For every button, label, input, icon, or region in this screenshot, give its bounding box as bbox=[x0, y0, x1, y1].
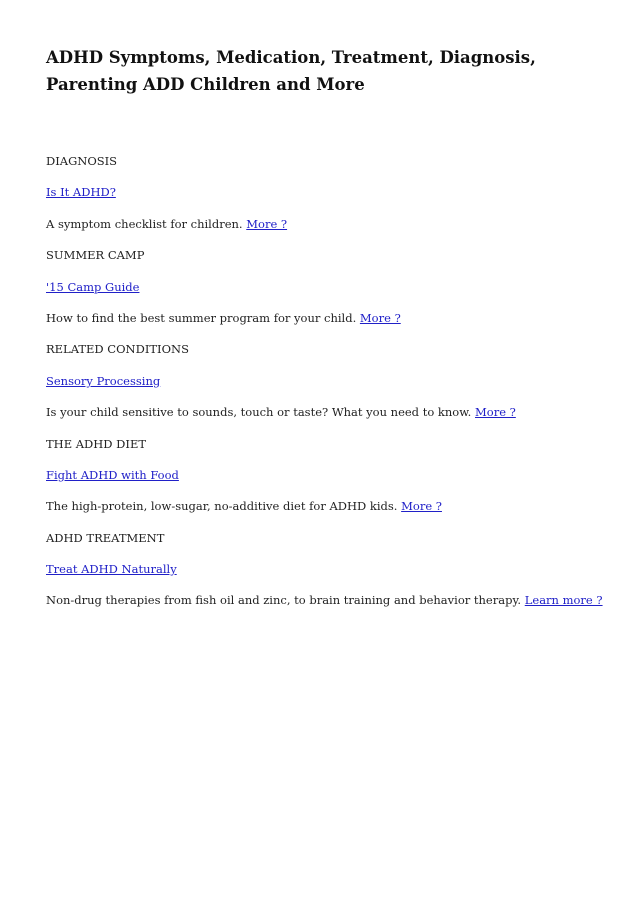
section-heading: DIAGNOSIS bbox=[46, 154, 118, 168]
section-description-line bbox=[46, 592, 606, 608]
section-heading: RELATED CONDITIONS bbox=[46, 342, 189, 357]
section-heading: ADHD TREATMENT bbox=[46, 530, 165, 545]
learn-more-link[interactable]: Learn more ? bbox=[524, 593, 603, 608]
section-heading: SUMMER CAMP bbox=[46, 248, 145, 263]
section-description: Is your child sensitive to sounds, touch or taste? What you need to know. bbox=[46, 405, 472, 420]
section-link[interactable]: Treat ADHD Naturally bbox=[46, 562, 177, 577]
section-summer-camp bbox=[46, 247, 606, 326]
section-description-line bbox=[46, 498, 606, 514]
section-link[interactable]: Sensory Processing bbox=[46, 373, 161, 388]
section-link[interactable]: '15 Camp Guide bbox=[46, 279, 140, 294]
section-description: Non-drug therapies from fish oil and zinc, to brain training and behavior therapy. bbox=[46, 593, 522, 608]
more-link[interactable]: More ? bbox=[246, 216, 288, 231]
page-title: ADHD Symptoms, Medication, Treatment, Diagnosis, Parenting ADD Children and More bbox=[46, 48, 536, 94]
section-adhd-treatment bbox=[46, 530, 606, 609]
more-link[interactable]: More ? bbox=[475, 405, 516, 420]
more-link[interactable]: More ? bbox=[401, 499, 442, 514]
more-link[interactable]: More ? bbox=[359, 310, 401, 325]
section-description-line bbox=[46, 216, 606, 232]
section-related-conditions bbox=[46, 341, 606, 420]
sections-list bbox=[46, 153, 606, 608]
document-page bbox=[46, 44, 606, 624]
section-diagnosis bbox=[46, 153, 606, 232]
section-heading: THE ADHD DIET bbox=[46, 436, 147, 451]
section-description: How to find the best summer program for your child. bbox=[46, 310, 357, 325]
section-description: A symptom checklist for children. bbox=[46, 216, 243, 231]
section-description-line bbox=[46, 404, 606, 420]
section-adhd-diet bbox=[46, 436, 606, 515]
section-description-line bbox=[46, 310, 606, 326]
title-spacer bbox=[46, 98, 606, 153]
section-link[interactable]: Is It ADHD? bbox=[46, 185, 116, 200]
section-link[interactable]: Fight ADHD with Food bbox=[46, 467, 179, 482]
section-description: The high-protein, low-sugar, no-additive diet for ADHD kids. bbox=[46, 499, 398, 514]
